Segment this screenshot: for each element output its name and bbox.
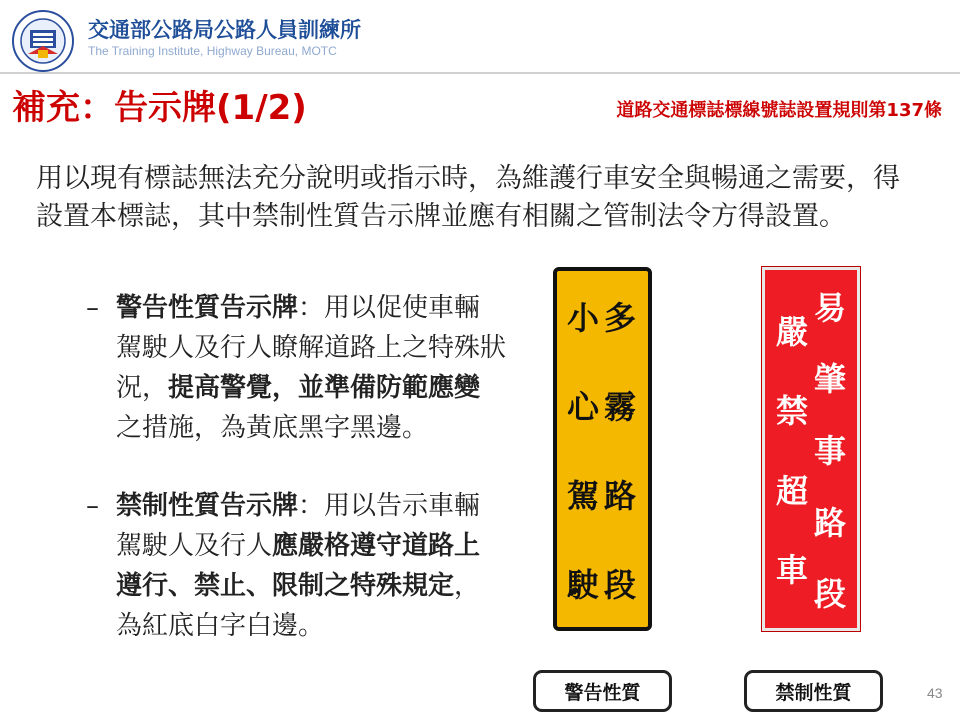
sign-char: 段: [603, 565, 636, 604]
sign-char: 心: [566, 387, 599, 426]
sign-char: 嚴: [775, 312, 808, 351]
prohibition-caption: 禁制性質: [744, 670, 883, 712]
sign-char: 多: [603, 298, 636, 337]
warning-sign: [553, 267, 652, 631]
bullet-body-end: ，為紅底白字白邊。: [116, 571, 481, 641]
sign-char: 小: [566, 298, 599, 337]
prohibition-sign-left-column: [772, 270, 812, 628]
bullet-body: 用以促使車輛駕駛人及行人瞭解道路上之特殊狀況，: [116, 293, 507, 403]
bullet-emphasis: 提高警覺，並準備防範應變: [168, 373, 481, 403]
sign-char: 路: [813, 503, 846, 542]
slide-title: 補充：告示牌(1/2): [12, 88, 307, 128]
sign-char: 霧: [603, 387, 636, 426]
bullet-term: 禁制性質告示牌: [116, 491, 299, 521]
bullet-prohibition: [86, 486, 506, 646]
page-number: 43: [927, 685, 943, 701]
sign-char: 車: [775, 551, 808, 590]
bullet-body: 用以告示車輛駕駛人及行人: [116, 491, 481, 561]
sign-char: 易: [813, 288, 846, 327]
bullet-emphasis: 應嚴格遵守道路上遵行、禁止、限制之特殊規定: [116, 531, 481, 601]
warning-sign-right-column: [600, 271, 640, 627]
bullet-separator: ：: [298, 491, 325, 521]
bullet-dash: –: [86, 293, 99, 323]
bullet-dash: –: [86, 491, 99, 521]
bullet-body-end: 之措施，為黃底黑字黑邊。: [116, 413, 429, 443]
sign-char: 禁: [775, 392, 808, 431]
org-name-en: The Training Institute, Highway Bureau, MOTC: [88, 44, 337, 58]
bullet-warning: [86, 288, 506, 448]
prohibition-sign: [762, 267, 860, 631]
sign-char: 駕: [566, 476, 599, 515]
warning-sign-left-column: [563, 271, 603, 627]
bullet-term: 警告性質告示牌: [116, 293, 299, 323]
sign-char: 駛: [566, 565, 599, 604]
regulation-reference: 道路交通標誌標線號誌設置規則第137條: [616, 100, 942, 121]
header: [0, 0, 960, 72]
header-divider: [0, 72, 960, 74]
sign-char: 路: [603, 476, 636, 515]
sign-char: 肇: [813, 360, 846, 399]
bullet-separator: ：: [298, 293, 325, 323]
sign-char: 超: [775, 471, 808, 510]
warning-caption: 警告性質: [533, 670, 672, 712]
intro-paragraph: 用以現有標誌無法充分說明或指示時，為維護行車安全與暢通之需要，得設置本標誌，其中禁制性質告示牌並應有相關之管制法令方得設置。: [36, 163, 900, 232]
sign-char: 段: [813, 575, 846, 614]
institute-seal-icon: [12, 10, 74, 72]
prohibition-sign-right-column: [810, 270, 850, 628]
bullet-text: [116, 288, 506, 448]
org-name-zh: 交通部公路局公路人員訓練所: [88, 18, 361, 42]
bullet-text: [116, 486, 506, 646]
sign-char: 事: [813, 431, 846, 470]
